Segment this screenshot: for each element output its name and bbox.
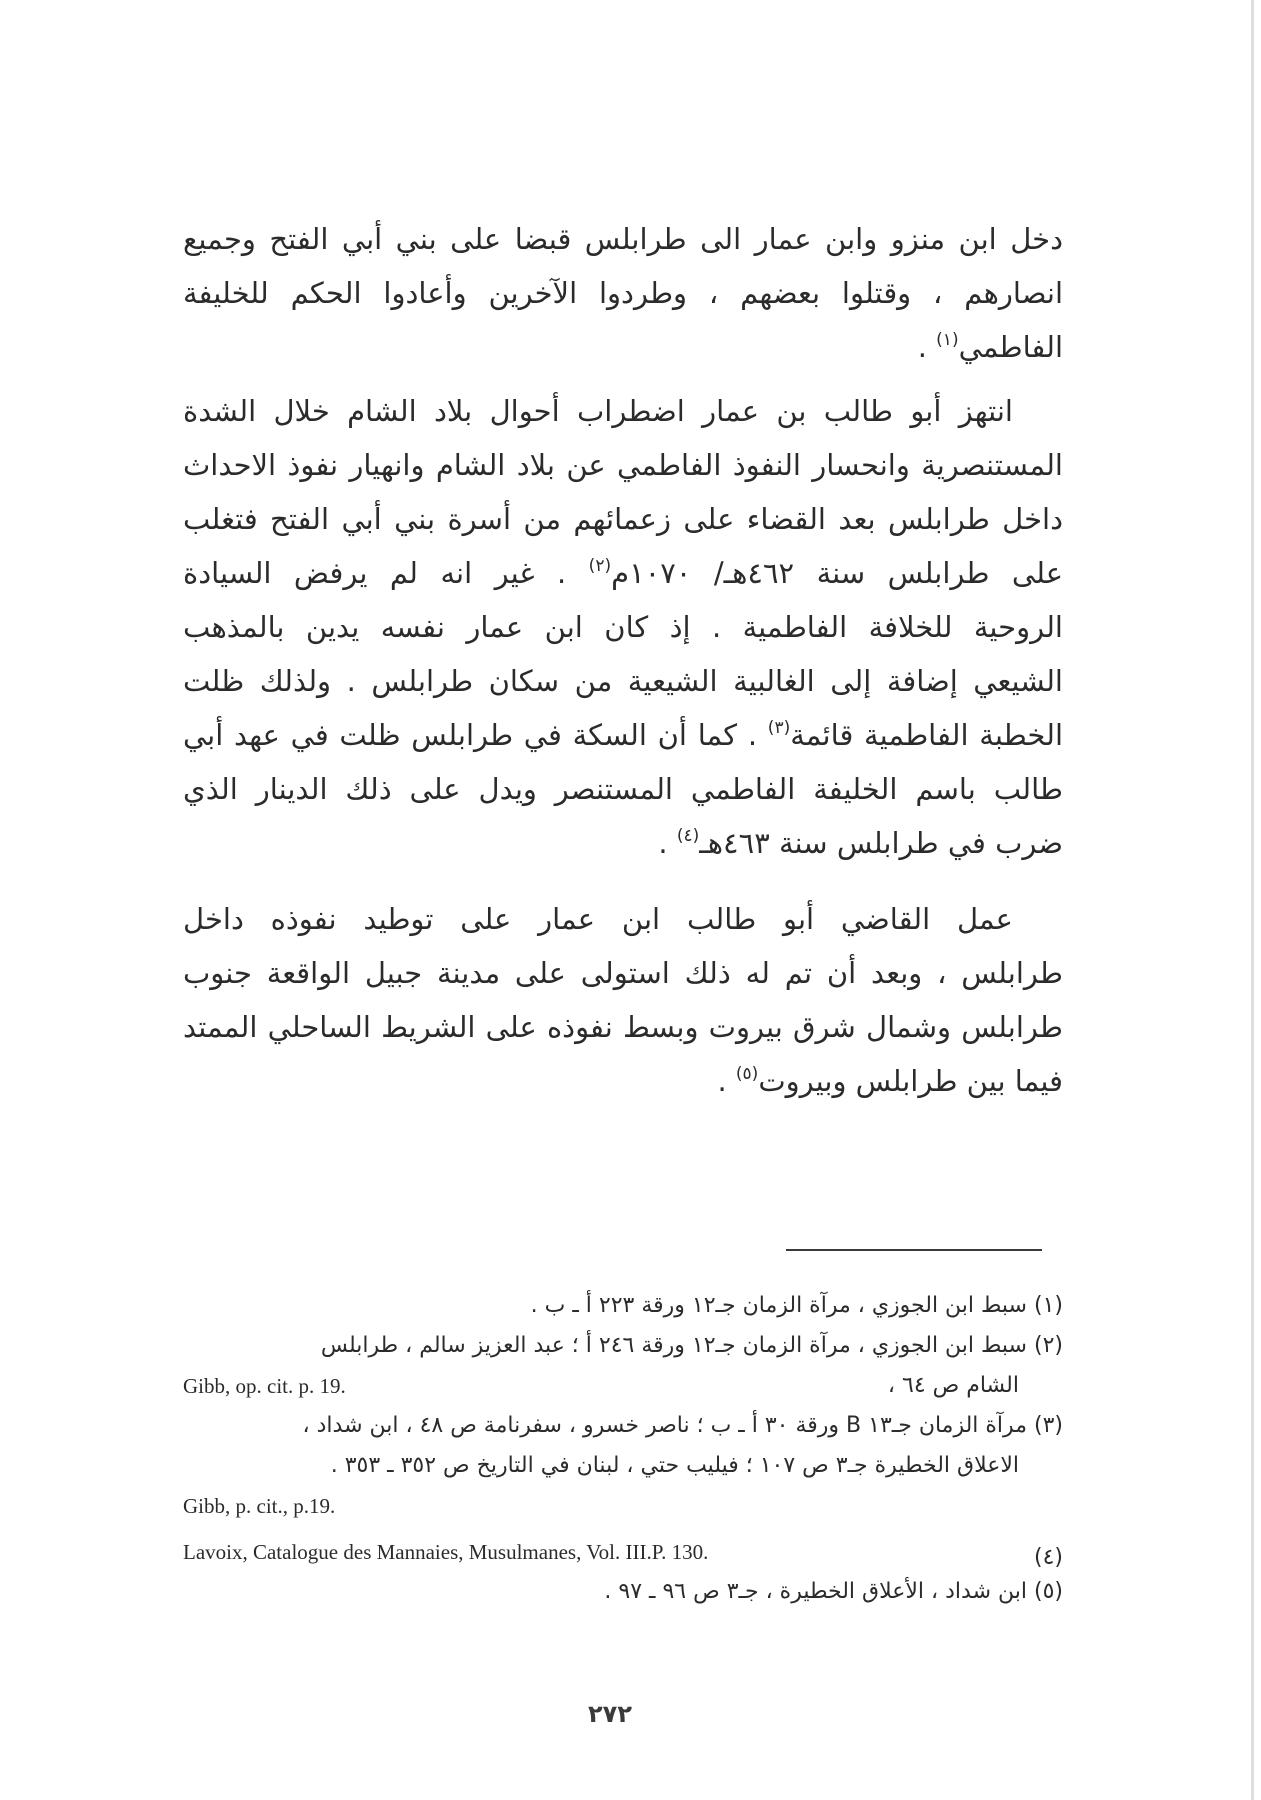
footnote-ref-1[interactable]: (١) — [936, 330, 959, 350]
text-line: طرابلس وشمال شرق بيروت وبسط نفوذه على الشريط الساحلي الممتد — [183, 1010, 1063, 1044]
paragraph-2 — [183, 384, 1063, 870]
footnote-ref-5[interactable]: (٥) — [735, 1064, 759, 1084]
text-fragment: الفاطمي — [958, 330, 1063, 364]
footnote-number: (٤) — [1033, 1545, 1063, 1570]
text-line — [183, 546, 1063, 600]
text-line: طالب باسم الخليفة الفاطمي المستنصر ويدل على ذلك الدينار الذي — [183, 772, 1063, 806]
scan-page-edge — [1251, 0, 1254, 1800]
text-fragment: فيما بين طرابلس وبيروت — [758, 1064, 1063, 1098]
text-fragment: . — [717, 1064, 736, 1098]
footnote-latin-ref: Gibb, op. cit. p. 19. — [183, 1374, 346, 1398]
footnote-number: (١) — [1033, 1293, 1063, 1318]
text-line: عمل القاضي أبو طالب ابن عمار على توطيد نفوذه داخل — [183, 902, 1013, 936]
body-text — [183, 212, 1063, 1118]
footnote-text: سبط ابن الجوزي ، مرآة الزمان جـ١٢ ورقة ٢٢٣ أ ـ ب . — [530, 1293, 1027, 1318]
text-line: المستنصرية وانحسار النفوذ الفاطمي عن بلاد الشام وانهيار نفوذ الاحداث — [183, 448, 1063, 482]
text-line — [183, 1054, 1063, 1108]
footnote-text: ابن شداد ، الأعلاق الخطيرة ، جـ٣ ص ٩٦ ـ ٩٧ . — [604, 1579, 1027, 1604]
footnote-text: الشام ص ٦٤ ، — [887, 1373, 1019, 1398]
text-fragment: على طرابلس سنة ٤٦٢هـ/ ١٠٧٠م — [611, 556, 1063, 590]
text-line — [183, 320, 1063, 374]
footnote-text: الاعلاق الخطيرة جـ٣ ص ١٠٧ ؛ فيليب حتي ، لبنان في التاريخ ص ٣٥٢ ـ ٣٥٣ . — [330, 1453, 1019, 1478]
text-fragment: الخطبة الفاطمية قائمة — [790, 718, 1064, 752]
footnote-text: سبط ابن الجوزي ، مرآة الزمان جـ١٢ ورقة ٢٤٦ أ ؛ عبد العزيز سالم ، طرابلس — [320, 1333, 1027, 1358]
footnotes — [183, 1286, 1063, 1612]
page-number: ٢٧٢ — [588, 1700, 632, 1728]
text-line: دخل ابن منزو وابن عمار الى طرابلس قبضا على بني أبي الفتح وجميع — [183, 222, 1063, 256]
text-fragment: . — [917, 330, 937, 364]
text-fragment: ضرب في طرابلس سنة ٤٦٣هـ — [699, 826, 1063, 860]
text-line: طرابلس ، وبعد أن تم له ذلك استولى على مدينة جبيل الواقعة جنوب — [183, 956, 1063, 990]
text-line: الشيعي إضافة إلى الغالبية الشيعية من سكان طرابلس . ولذلك ظلت — [183, 664, 1063, 698]
footnote-ref-4[interactable]: (٤) — [676, 826, 700, 846]
footnote-latin-ref: Gibb, p. cit., p.19. — [183, 1494, 336, 1518]
footnote-number: (٥) — [1033, 1579, 1063, 1604]
text-line — [183, 816, 1063, 870]
footnote-2-continued — [183, 1366, 1063, 1406]
footnote-number: (٣) — [1033, 1413, 1063, 1438]
footnote-number: (٢) — [1033, 1333, 1063, 1358]
footnote-5 — [183, 1572, 1063, 1612]
footnote-3 — [183, 1406, 1063, 1446]
footnote-latin-ref: Lavoix, Catalogue des Mannaies, Musulmanes, Vol. III.P. 130. — [183, 1540, 709, 1564]
text-line: الروحية للخلافة الفاطمية . إذ كان ابن عمار نفسه يدين بالمذهب — [183, 610, 1063, 644]
footnote-4 — [183, 1532, 1063, 1572]
footnote-2 — [183, 1326, 1063, 1366]
footnote-3-continued — [183, 1446, 1063, 1486]
text-fragment: . — [658, 826, 677, 860]
footnote-text: مرآة الزمان جـ١٣ B ورقة ٣٠ أ ـ ب ؛ ناصر خسرو ، سفرنامة ص ٤٨ ، ابن شداد ، — [302, 1413, 1027, 1438]
footnote-1 — [183, 1286, 1063, 1326]
paragraph-1 — [183, 212, 1063, 374]
footnote-ref-2[interactable]: (٢) — [588, 556, 612, 576]
footnote-ref-3[interactable]: (٣) — [767, 718, 791, 738]
text-line: داخل طرابلس بعد القضاء على زعمائهم من أسرة بني أبي الفتح فتغلب — [183, 502, 1063, 536]
footnote-separator — [786, 1249, 1042, 1251]
paragraph-3 — [183, 892, 1063, 1108]
footnote-3-latin — [183, 1486, 1063, 1526]
text-fragment: . كما أن السكة في طرابلس ظلت في عهد أبي — [183, 718, 768, 752]
text-fragment: . غير انه لم يرفض السيادة — [183, 556, 589, 590]
text-line: انصارهم ، وقتلوا بعضهم ، وطردوا الآخرين وأعادوا الحكم للخليفة — [183, 276, 1063, 310]
text-line — [183, 708, 1063, 762]
text-line: انتهز أبو طالب بن عمار اضطراب أحوال بلاد الشام خلال الشدة — [183, 394, 1013, 428]
